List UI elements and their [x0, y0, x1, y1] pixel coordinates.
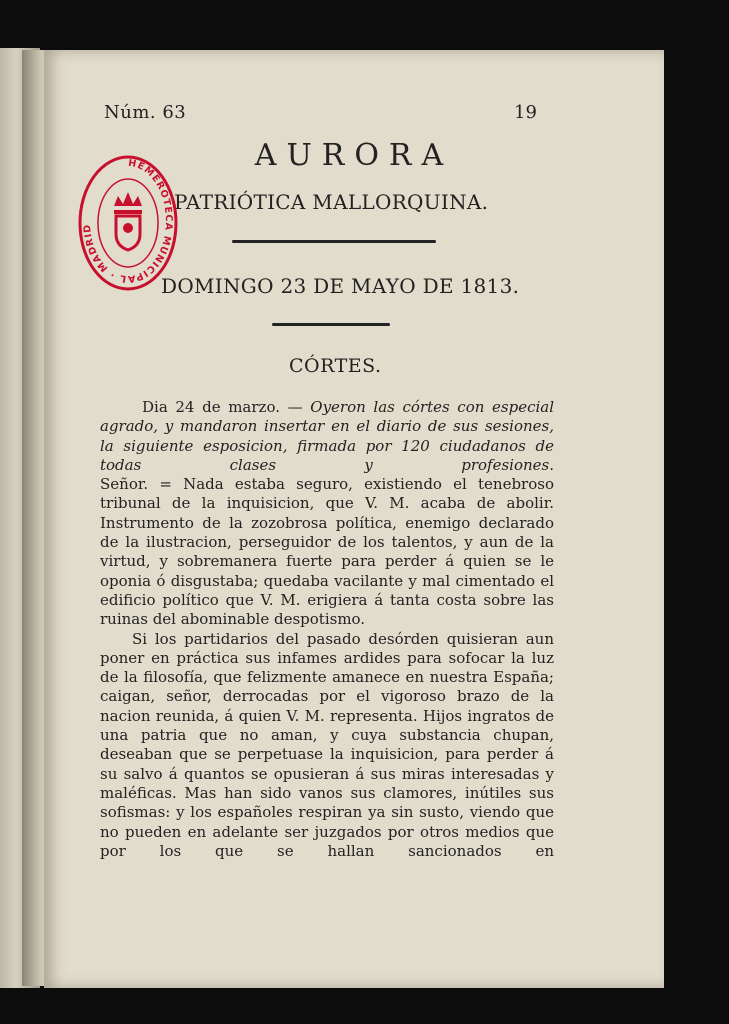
- intro-date: Dia 24 de marzo. —: [142, 398, 303, 416]
- date-rule: [272, 323, 390, 326]
- section-heading: CÓRTES.: [289, 355, 382, 377]
- masthead-subtitle: PATRIÓTICA MALLORQUINA.: [174, 190, 489, 214]
- issue-date: DOMINGO 23 DE MAYO DE 1813.: [161, 274, 520, 298]
- page-number: 19: [514, 102, 537, 123]
- masthead-rule: [232, 240, 436, 243]
- paragraph-2: Si los partidarios del pasado desórden quisieran aun poner en práctica sus infames ardides para sofocar la luz de la filosofía, que felizmente amanece en nuestra España; caigan, señor, derrocadas por el vigoroso brazo de la nacion reunida, á quien V. M. representa. Hijos ingratos de una patria que no aman, y cuya substancia chupan, deseaban que se perpetuase la inquisicion, para perder á su salvo á quantos se opusieran á sus miras interesadas y maléficas. Mas han sido vanos sus clamores, inútiles sus sofismas: y los españoles respiran ya sin susto, viendo que no pueden en adelante ser juzgados por otros medios que por los que se hallan sancionados en: [100, 629, 554, 860]
- paragraph-1: Señor. = Nada estaba seguro, existiendo el tenebroso tribunal de la inquisicion, que V. M. acaba de abolir. Instrumento de la zozobrosa política, enemigo declarado de la ilustracion, perseguidor de los talentos, y aun de la virtud, y sobremanera fuerte para perder á quien se le oponia ó disgustaba; quedaba vacilante y mal cimentado el edificio político que V. M. erigiera á tanta costa sobre las ruinas del abominable despotismo.: [100, 475, 554, 629]
- stamp-text: HEMEROTECA MUNICIPAL · MADRID: [81, 157, 175, 285]
- masthead-title: AURORA: [254, 138, 454, 173]
- issue-number: Núm. 63: [104, 102, 187, 123]
- crown-crest-icon: [114, 192, 142, 250]
- intro-paragraph: [100, 398, 554, 475]
- article-body: [100, 398, 554, 861]
- intro-italic: Oyeron las córtes con especial agrado, y mandaron insertar en el diario de sus sesiones, la siguiente esposicion, firmada por 120 ciudadanos de todas clases y profesiones.: [100, 398, 555, 474]
- library-stamp: [78, 154, 178, 292]
